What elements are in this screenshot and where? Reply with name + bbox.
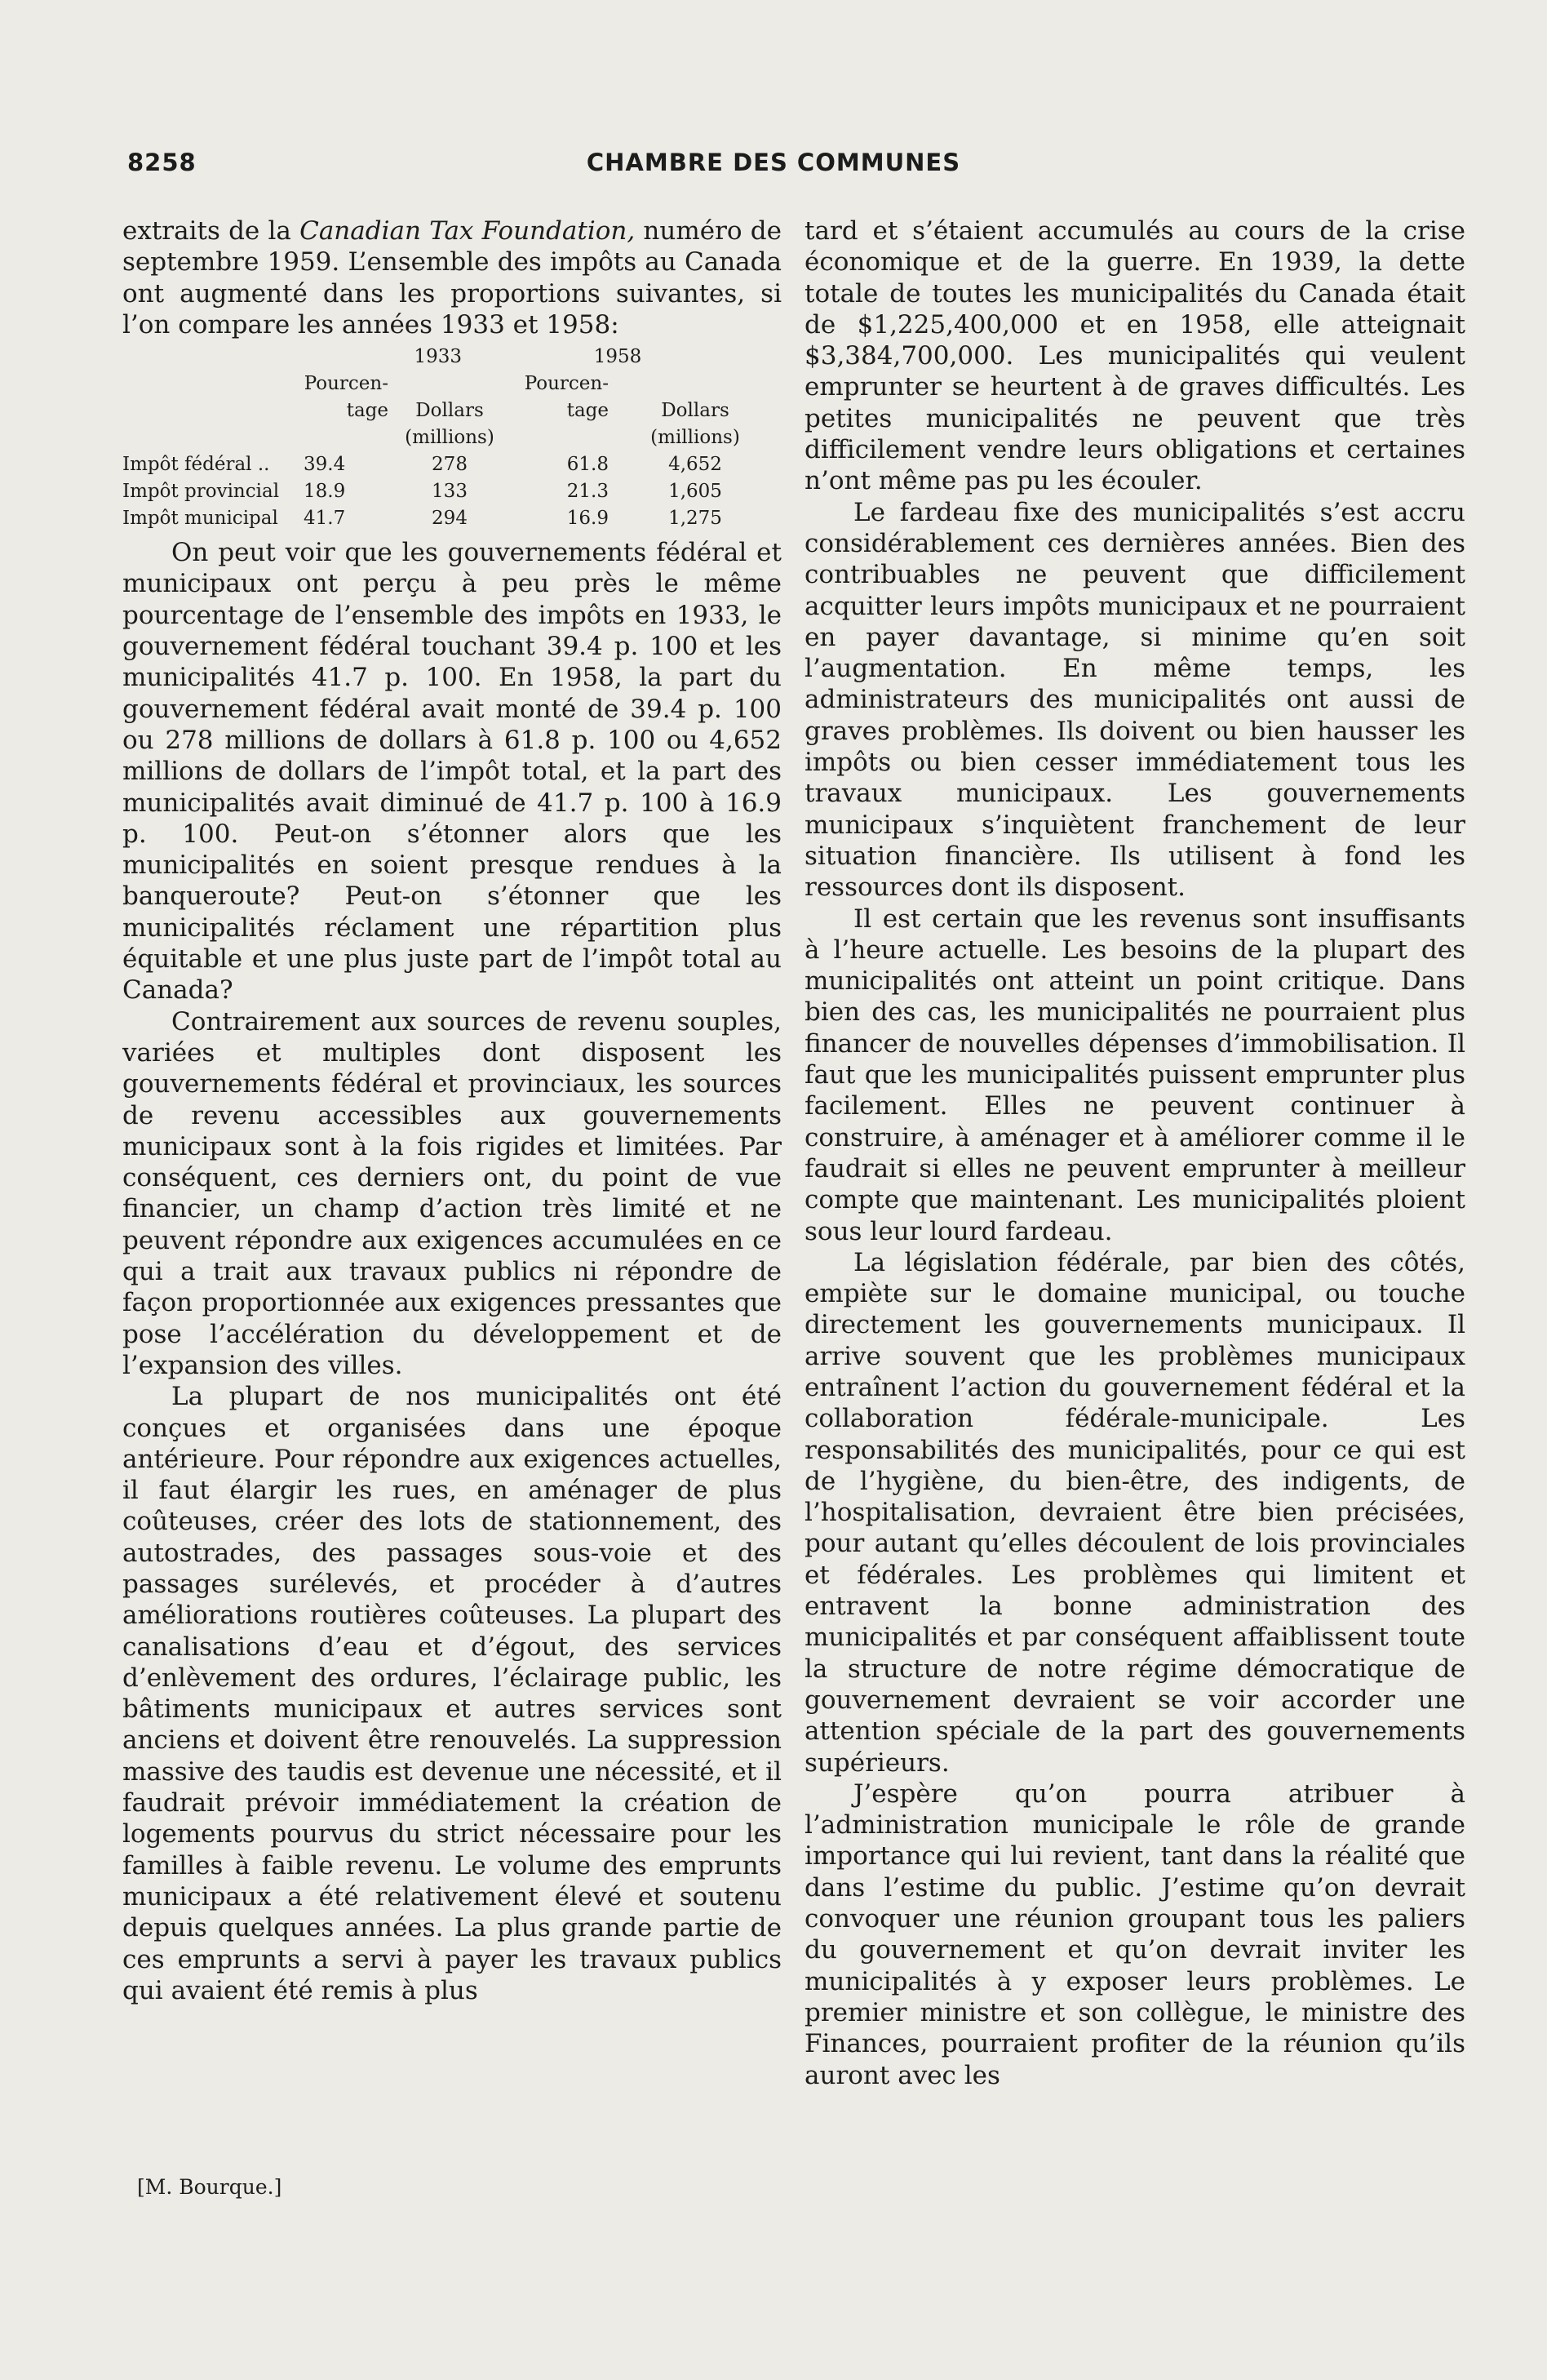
left-column — [122, 215, 782, 2006]
running-header — [127, 149, 1420, 189]
table-row: Impôt municipal 41.7 294 16.9 1,275 — [122, 508, 722, 530]
body-paragraph: La plupart de nos municipalités ont été conçues et organisées dans une époque antérieure. Pour répondre aux exigences actuelles, il faut élargir les rues, en aménager de plus coûteuses, créer des lots de stationnement, des autostrades, des passages sous-voie et des passages surélevés, et procéder à d’autres améliorations routières coûteuses. La plupart des canalisations d’eau et d’égout, des services d’enlèvement des ordures, l’éclairage public, les bâtiments municipaux et autres services sont anciens et doivent être renouvelés. La suppression massive des taudis est devenue une nécessité, et il faudrait prévoir immédiatement la création de logements pourvus du strict nécessaire pour les familles à faible revenu. Le volume des emprunts municipaux a été relativement élevé et soutenu depuis quelques années. La plus grande partie de ces emprunts a servi à payer les travaux publics qui avaient été remis à plus — [122, 1382, 782, 2005]
table-row: Impôt fédéral .. 39.4 278 61.8 4,652 — [122, 454, 722, 476]
table-year-row — [122, 344, 782, 371]
body-paragraph: La législation fédérale, par bien des côtés, empiète sur le domaine municipal, ou touche directement les gouvernements municipaux. Il arrive souvent que les problèmes municipaux entraînent l’action du gouvernement fédéral et la collaboration fédérale-municipale. Les responsabilités des municipalités, pour ce qui est de l’hygiène, du bien-être, des indigents, de l’hospitalisation, devraient être bien précisées, pour autant qu’elles découlent de lois provinciales et fédérales. Les problèmes qui limitent et entravent la bonne administration des municipalités et par conséquent affaiblissent toute la structure de notre régime démocratique de gouvernement devraient se voir accorder une attention spéciale de la part des gouvernements supérieurs. — [805, 1247, 1465, 1778]
table-header-row: (millions) (millions) — [405, 427, 740, 449]
body-paragraph: J’espère qu’on pourra atribuer à l’administration municipale le rôle de grande importance qui lui revient, tant dans la réalité que dans l’estime du public. J’estime qu’on devrait convoquer une réunion groupant tous les paliers du gouvernement et qu’on devrait inviter les municipalités à y exposer leurs problèmes. Le premier ministre et son collègue, le ministre des Finances, pourraient profiter de la réunion qu’ils auront avec les — [805, 1778, 1465, 2090]
col-header-dollars-1958: Dollars — [661, 400, 729, 422]
col-header-pct-1933: Pourcen- — [304, 373, 388, 395]
year-1958: 1958 — [593, 346, 642, 368]
table-header-row — [122, 371, 782, 397]
body-paragraph: On peut voir que les gouvernements fédéral et municipaux ont perçu à peu près le même pourcentage de l’ensemble des impôts en 1933, le gouvernement fédéral touchant 39.4 p. 100 et les municipalités 41.7 p. 100. En 1958, la part du gouvernement fédéral avait monté de 39.4 p. 100 ou 278 millions de dollars à 61.8 p. 100 ou 4,652 millions de dollars de l’impôt total, et la part des municipalités avait diminué de 41.7 p. 100 à 16.9 p. 100. Peut-on s’étonner alors que les municipalités en soient presque rendues à la banqueroute? Peut-on s’étonner que les municipalités réclament une répartition plus équitable et une plus juste part de l’impôt total au Canada? — [122, 538, 782, 1006]
page-title: CHAMBRE DES COMMUNES — [586, 149, 961, 176]
right-column — [805, 215, 1465, 2091]
col-header-dollars-1933: Dollars — [415, 400, 484, 422]
body-paragraph: tard et s’étaient accumulés au cours de la crise économique et de la guerre. En 1939, la dette totale de toutes les municipalités du Canada était de $1,225,400,000 et en 1958, elle atteignait $3,384,700,000. Les municipalités qui veulent emprunter se heurtent à de graves difficultés. Les petites municipalités ne peuvent que très difficilement vendre leurs obligations et certaines n’ont même pas pu les écouler. — [805, 216, 1465, 496]
body-paragraph: Contrairement aux sources de revenu souples, variées et multiples dont disposent les gouvernements fédéral et provinciaux, les sources de revenu accessibles aux gouvernements municipaux sont à la fois rigides et limitées. Par conséquent, ces derniers ont, du point de vue financier, un champ d’action très limité et ne peuvent répondre aux exigences accumulées en ce qui a trait aux travaux publics ni répondre de façon proportionnée aux exigences pressantes que pose l’accélération du développement et de l’expansion des villes. — [122, 1006, 782, 1380]
col-header-pct-1958: Pourcen- — [524, 373, 609, 395]
page-number: 8258 — [127, 149, 197, 176]
source-title: Canadian Tax Foundation, — [299, 216, 636, 246]
table-header-row: tage Dollars tage Dollars — [122, 397, 782, 424]
body-paragraph: Le fardeau fixe des municipalités s’est accru considérablement ces dernières années. Bien des contribuables ne peuvent que difficilement acquitter leurs impôts municipaux et ne pourraient en payer davantage, si minime qu’en soit l’augmentation. En même temps, les administrateurs des municipalités ont aussi de graves problèmes. Ils doivent ou bien hausser les impôts ou bien cesser immédiatement tous les travaux municipaux. Les gouvernements municipaux s’inquiètent franchement de leur situation financière. Ils utilisent à fond les ressources dont ils disposent. — [805, 497, 1465, 903]
speaker-note: [M. Bourque.] — [137, 2175, 282, 2199]
intro-paragraph: extraits de la Canadian Tax Foundation, numéro de septembre 1959. L’ensemble des impôts au Canada ont augmenté dans les proportions suivantes, si l’on compare les années 1933 et 1958: — [122, 216, 782, 340]
tax-table — [122, 344, 782, 532]
year-1933: 1933 — [414, 346, 462, 368]
table-row: Impôt provincial 18.9 133 21.3 1,605 — [122, 481, 722, 503]
body-paragraph: Il est certain que les revenus sont insuffisants à l’heure actuelle. Les besoins de la plupart des municipalités ont atteint un point critique. Dans bien des cas, les municipalités ne pourraient plus financer de nouvelles dépenses d’immobilisation. Il faut que les municipalités puissent emprunter plus facilement. Elles ne peuvent continuer à construire, à aménager et à améliorer comme il le faudrait si elles ne peuvent emprunter à meilleur compte que maintenant. Les municipalités ploient sous leur lourd fardeau. — [805, 904, 1465, 1246]
